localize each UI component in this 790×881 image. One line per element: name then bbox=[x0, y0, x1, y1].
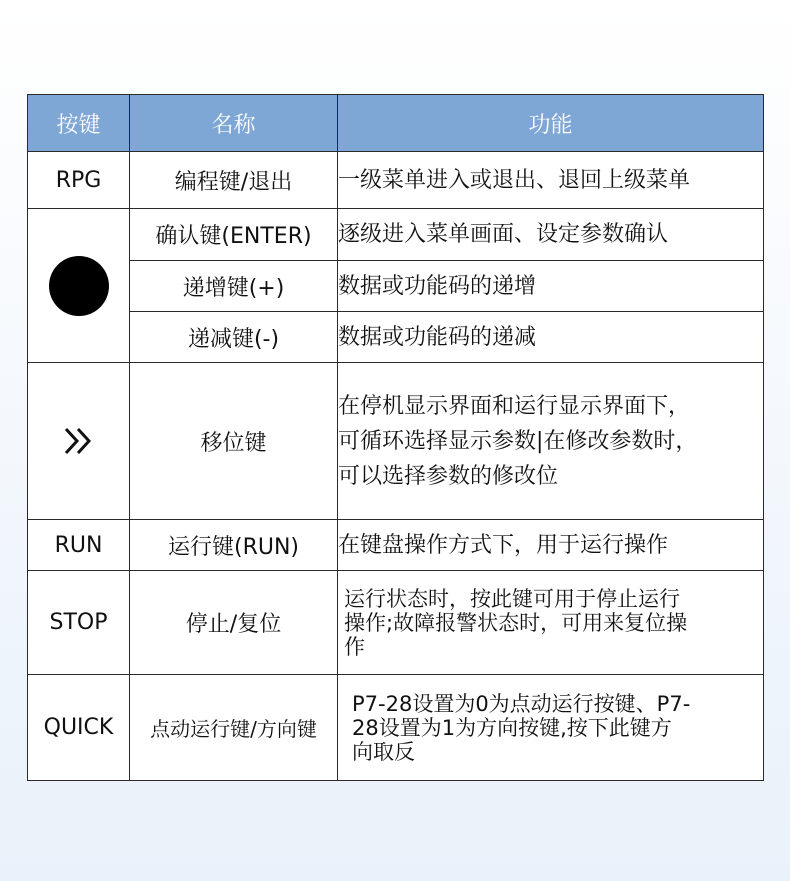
key-cell: RUN bbox=[28, 520, 130, 571]
header-name: 名称 bbox=[130, 95, 338, 152]
function-cell: 数据或功能码的递增 bbox=[338, 261, 764, 312]
table-row-stop bbox=[28, 571, 764, 675]
function-line: 在停机显示界面和运行显示界面下， bbox=[338, 393, 691, 419]
header-function: 功能 bbox=[338, 95, 764, 152]
function-line: 可以选择参数的修改位 bbox=[338, 463, 559, 489]
function-cell: 一级菜单进入或退出、退回上级菜单 bbox=[338, 152, 764, 209]
key-cell: RPG bbox=[28, 152, 130, 209]
name-cell: 递增键(+) bbox=[130, 261, 338, 312]
function-line: 向取反 bbox=[352, 739, 415, 764]
keypad-function-table-wrapper bbox=[27, 94, 763, 781]
name-cell: 移位键 bbox=[130, 363, 338, 520]
function-cell bbox=[338, 675, 764, 781]
table-row-increment bbox=[28, 261, 764, 312]
name-cell: 点动运行键/方向键 bbox=[130, 675, 338, 781]
key-cell-dot bbox=[28, 209, 130, 363]
header-key: 按键 bbox=[28, 95, 130, 152]
key-cell: QUICK bbox=[28, 675, 130, 781]
name-cell: 运行键(RUN) bbox=[130, 520, 338, 571]
table-row-decrement bbox=[28, 312, 764, 363]
function-line: 作 bbox=[344, 634, 365, 659]
function-line: 28设置为1为方向按键,按下此键方 bbox=[352, 715, 672, 740]
function-cell: 逐级进入菜单画面、设定参数确认 bbox=[338, 209, 764, 261]
function-cell: 在键盘操作方式下，用于运行操作 bbox=[338, 520, 764, 571]
function-line: 可循环选择显示参数|在修改参数时， bbox=[338, 428, 698, 454]
name-cell: 编程键/退出 bbox=[130, 152, 338, 209]
name-cell: 停止/复位 bbox=[130, 571, 338, 675]
key-cell-chevron bbox=[28, 363, 130, 520]
function-line: P7-28设置为0为点动运行按键、P7- bbox=[352, 691, 691, 716]
function-cell: 数据或功能码的递减 bbox=[338, 312, 764, 363]
function-cell bbox=[338, 571, 764, 675]
table-row-rpg bbox=[28, 152, 764, 209]
black-circle-key-icon bbox=[49, 256, 109, 316]
double-chevron-right-icon bbox=[62, 426, 96, 456]
table-row-enter bbox=[28, 209, 764, 261]
name-cell: 递减键(-) bbox=[130, 312, 338, 363]
header-row bbox=[28, 95, 764, 152]
table-row-quick bbox=[28, 675, 764, 781]
keypad-function-table bbox=[27, 94, 764, 781]
function-cell bbox=[338, 363, 764, 520]
name-cell: 确认键(ENTER) bbox=[130, 209, 338, 261]
function-line: 操作;故障报警状态时，可用来复位操 bbox=[344, 610, 688, 635]
table-row-shift bbox=[28, 363, 764, 520]
table-header bbox=[28, 95, 764, 152]
table-row-run bbox=[28, 520, 764, 571]
key-cell: STOP bbox=[28, 571, 130, 675]
function-line: 运行状态时，按此键可用于停止运行 bbox=[344, 586, 680, 611]
